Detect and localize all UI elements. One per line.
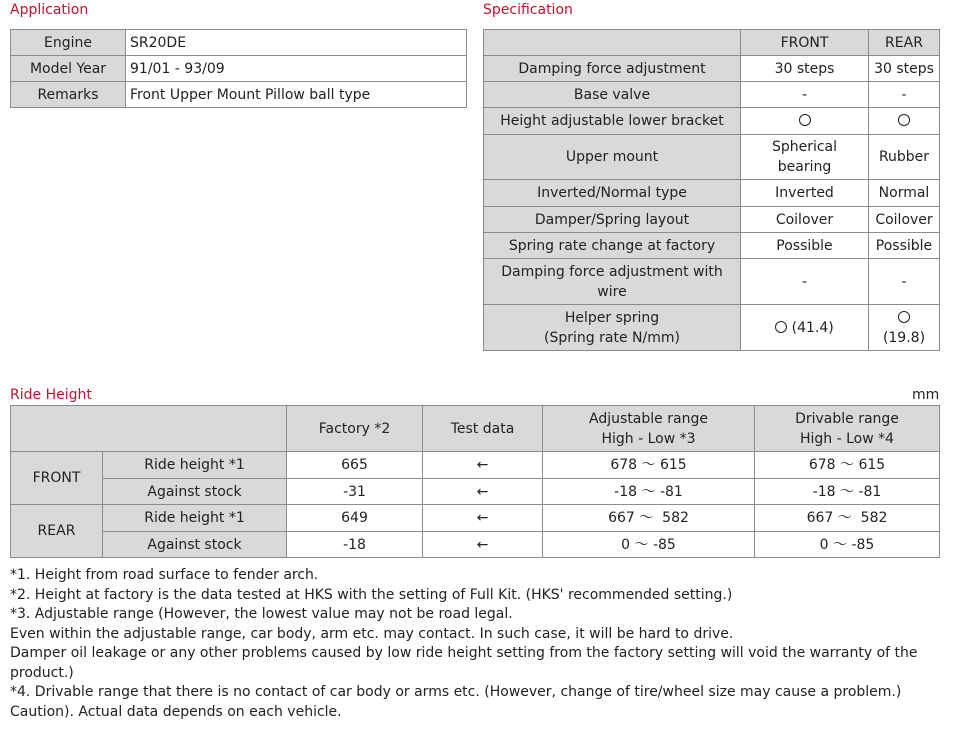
footnote: *2. Height at factory is the data tested at HKS with the setting of Full Kit. (HKS' recommended setting.) — [10, 586, 733, 603]
spec-front-value: 30 steps — [741, 56, 869, 82]
drivable-range-value: 678 ～ 615 — [755, 452, 940, 479]
ride-height-title: Ride Height — [10, 387, 92, 403]
adjustable-range-value: -18 ～ -81 — [543, 479, 755, 505]
test-data-value: ← — [423, 479, 543, 505]
application-title: Application — [10, 2, 89, 18]
drivable-range-value: 0 ～ -85 — [755, 532, 940, 558]
factory-header: Factory *2 — [287, 406, 423, 452]
spec-front-value: - — [741, 82, 869, 108]
application-table — [10, 29, 467, 108]
table-row — [484, 233, 940, 259]
spec-header-blank — [484, 30, 741, 56]
model-year-value: 91/01 - 93/09 — [126, 56, 467, 82]
table-row — [484, 30, 940, 56]
spec-front-value: Inverted — [741, 180, 869, 207]
spec-row-label: Damper/Spring layout — [484, 207, 741, 233]
drivable-range-value: -18 ～ -81 — [755, 479, 940, 505]
spec-row-label: Spring rate change at factory — [484, 233, 741, 259]
circle-mark-icon — [775, 321, 787, 333]
table-row — [484, 108, 940, 135]
specification-table — [483, 29, 940, 351]
spec-front-value: (41.4) — [741, 305, 869, 351]
footnote: *4. Drivable range that there is no contact of car body or arms etc. (However, change of tire/wheel size may cause a problem.) — [10, 684, 902, 700]
spec-rear-value: Normal — [869, 180, 940, 207]
footnote: *3. Adjustable range (However, the lowest value may not be road legal. — [10, 606, 513, 622]
ride-row-label: Against stock — [103, 532, 287, 558]
circle-mark-icon — [799, 114, 811, 126]
spec-rear-value: Coilover — [869, 207, 940, 233]
rear-group-label: REAR — [11, 505, 103, 558]
front-column-header: FRONT — [741, 30, 869, 56]
table-row — [11, 56, 467, 82]
spec-row-label: Upper mount — [484, 135, 741, 180]
table-row — [11, 532, 940, 558]
table-row — [11, 406, 940, 452]
footnote: Caution). Actual data depends on each vehicle. — [10, 703, 342, 720]
spec-rear-value: (19.8) — [869, 305, 940, 351]
drivable-range-header: Drivable range High - Low *4 — [755, 406, 940, 452]
ride-row-label: Ride height *1 — [103, 452, 287, 479]
spec-row-label: Height adjustable lower bracket — [484, 108, 741, 135]
spec-rear-value: Rubber — [869, 135, 940, 180]
specification-title: Specification — [483, 2, 573, 18]
circle-mark-icon — [898, 114, 910, 126]
spec-rear-value: Possible — [869, 233, 940, 259]
footnote: Even within the adjustable range, car body, arm etc. may contact. In such case, it will be hard to drive. — [10, 625, 734, 642]
factory-value: 649 — [287, 505, 423, 532]
table-row — [11, 505, 940, 532]
adjustable-range-value: 667 ～ 582 — [543, 505, 755, 532]
table-row — [11, 30, 467, 56]
spec-row-label: Inverted/Normal type — [484, 180, 741, 207]
factory-value: -18 — [287, 532, 423, 558]
test-data-value: ← — [423, 532, 543, 558]
rear-column-header: REAR — [869, 30, 940, 56]
spec-rear-value — [869, 108, 940, 135]
unit-label: mm — [912, 387, 940, 403]
table-row — [484, 180, 940, 207]
test-data-value: ← — [423, 452, 543, 479]
circle-mark-icon — [898, 311, 910, 323]
spec-rear-value: - — [869, 259, 940, 305]
adjustable-range-value: 0 ～ -85 — [543, 532, 755, 558]
spec-front-value: - — [741, 259, 869, 305]
engine-value: SR20DE — [126, 30, 467, 56]
table-row — [484, 207, 940, 233]
spec-row-label: Damping force adjustment — [484, 56, 741, 82]
footnote: *1. Height from road surface to fender arch. — [10, 567, 319, 583]
test-data-value: ← — [423, 505, 543, 532]
spec-row-label: Base valve — [484, 82, 741, 108]
footnote: Damper oil leakage or any other problems caused by low ride height setting from the factory setting will void the warranty of the product.) — [10, 645, 918, 681]
remarks-value: Front Upper Mount Pillow ball type — [126, 82, 467, 108]
table-row — [484, 305, 940, 351]
table-row — [484, 135, 940, 180]
drivable-range-value: 667 ～ 582 — [755, 505, 940, 532]
spec-row-label: Damping force adjustment with wire — [484, 259, 741, 305]
spec-row-label: Helper spring (Spring rate N/mm) — [484, 305, 741, 351]
spec-front-value — [741, 108, 869, 135]
front-group-label: FRONT — [11, 452, 103, 505]
table-row — [11, 82, 467, 108]
adjustable-range-header: Adjustable range High - Low *3 — [543, 406, 755, 452]
test-data-header: Test data — [423, 406, 543, 452]
spec-rear-value: 30 steps — [869, 56, 940, 82]
adjustable-range-value: 678 ～ 615 — [543, 452, 755, 479]
spec-front-value: Possible — [741, 233, 869, 259]
table-row — [484, 56, 940, 82]
ride-header-blank — [11, 406, 287, 452]
remarks-label: Remarks — [11, 82, 126, 108]
table-row — [11, 479, 940, 505]
spec-front-value: Spherical bearing — [741, 135, 869, 180]
factory-value: 665 — [287, 452, 423, 479]
footnotes — [10, 566, 945, 722]
table-row — [484, 82, 940, 108]
table-row — [11, 452, 940, 479]
ride-row-label: Against stock — [103, 479, 287, 505]
spec-rear-value: - — [869, 82, 940, 108]
model-year-label: Model Year — [11, 56, 126, 82]
ride-row-label: Ride height *1 — [103, 505, 287, 532]
factory-value: -31 — [287, 479, 423, 505]
spec-front-value: Coilover — [741, 207, 869, 233]
table-row — [484, 259, 940, 305]
engine-label: Engine — [11, 30, 126, 56]
ride-height-table — [10, 405, 940, 558]
